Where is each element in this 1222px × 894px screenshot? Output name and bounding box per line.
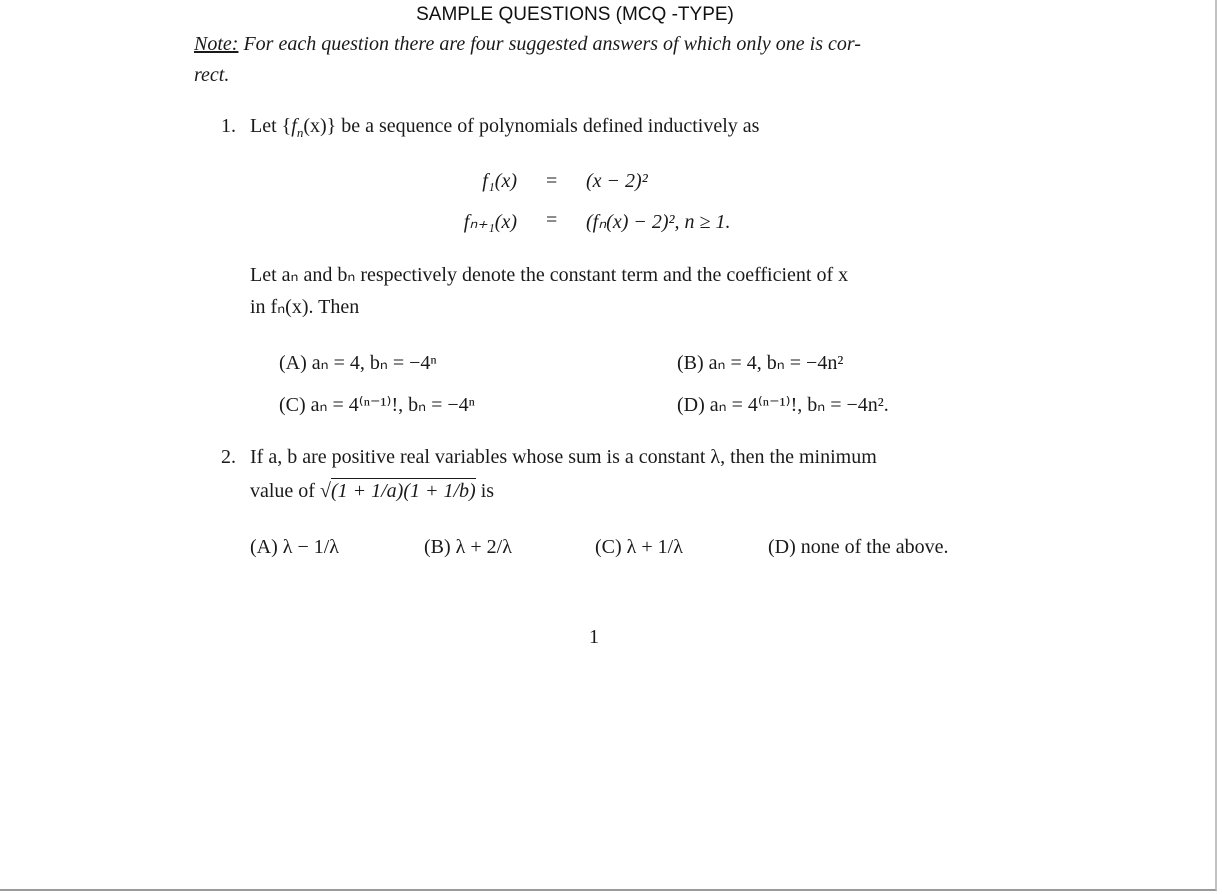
q1-intro bbox=[250, 115, 759, 138]
q1-option-a: (A) aₙ = 4, bₙ = −4ⁿ bbox=[279, 352, 437, 374]
q1-number: 1. bbox=[221, 115, 236, 137]
q2-line2 bbox=[250, 478, 494, 503]
q1-intro-b: (x)} be a sequence of polynomials defined inductively as bbox=[303, 115, 760, 137]
q1-intro-a: Let { bbox=[250, 115, 292, 137]
page-header: SAMPLE QUESTIONS (MCQ -TYPE) bbox=[416, 4, 734, 25]
note-text: For each question there are four suggested answers of which only one is cor- bbox=[238, 33, 861, 55]
q1-desc-line1: Let aₙ and bₙ respectively denote the constant term and the coefficient of x bbox=[250, 264, 849, 286]
q1-eq1-sign: = bbox=[546, 170, 558, 192]
q2-number: 2. bbox=[221, 446, 236, 468]
note-paragraph bbox=[194, 29, 994, 91]
q1-desc-line2: in fₙ(x). Then bbox=[250, 296, 360, 318]
q2-option-a: (A) λ − 1/λ bbox=[250, 536, 339, 558]
q2-line2-post: is bbox=[475, 480, 495, 502]
q1-eq1-lhs: f₁(x) bbox=[482, 170, 517, 192]
q1-option-d: (D) aₙ = 4⁽ⁿ⁻¹⁾!, bₙ = −4n². bbox=[677, 394, 889, 416]
q2-line2-pre: value of bbox=[250, 480, 320, 502]
q1-eq2-sign: = bbox=[546, 209, 558, 231]
q2-option-d: (D) none of the above. bbox=[768, 536, 949, 558]
q2-sqrt-content: (1 + 1/a)(1 + 1/b) bbox=[330, 480, 476, 502]
q1-intro-sub: n bbox=[296, 125, 304, 140]
note-text-cont: rect. bbox=[194, 64, 230, 86]
page-number: 1 bbox=[589, 626, 599, 648]
note-label: Note: bbox=[194, 33, 239, 55]
q1-eq2-rhs: (fₙ(x) − 2)², n ≥ 1. bbox=[586, 211, 731, 233]
q2-sqrt bbox=[320, 478, 476, 503]
q1-option-c: (C) aₙ = 4⁽ⁿ⁻¹⁾!, bₙ = −4ⁿ bbox=[279, 394, 475, 416]
q1-intro-fn: f bbox=[291, 115, 297, 137]
q1-option-b: (B) aₙ = 4, bₙ = −4n² bbox=[677, 352, 844, 374]
sqrt-icon: √ bbox=[319, 480, 331, 502]
q2-option-b: (B) λ + 2/λ bbox=[424, 536, 512, 558]
q2-option-c: (C) λ + 1/λ bbox=[595, 536, 683, 558]
q1-eq1-rhs: (x − 2)² bbox=[586, 170, 648, 192]
q1-eq2-lhs: fₙ₊₁(x) bbox=[463, 211, 517, 233]
q2-line1: If a, b are positive real variables whose sum is a constant λ, then the minimum bbox=[250, 446, 877, 468]
